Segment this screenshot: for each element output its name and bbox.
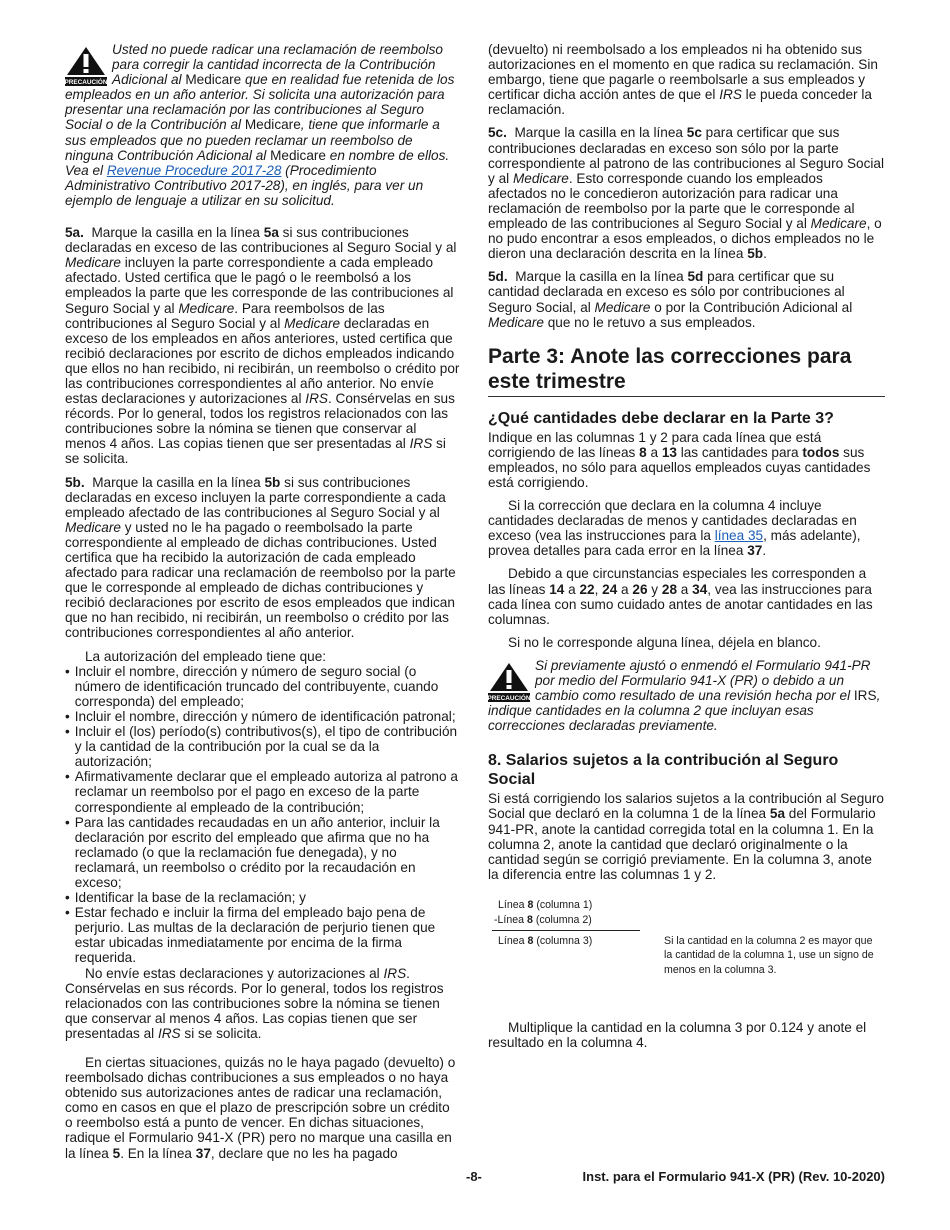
list-item: • Identificar la base de la reclamación; y (65, 890, 306, 906)
paragraph-debido: Debido a que circunstancias especiales les corresponden a las líneas 14 a 22, 24 a 26 y 28 a 34, vea las instrucciones para cada línea con sumo cuidado antes de anotar cantidades en las columnas. (488, 566, 873, 627)
part3-question-heading: ¿Qué cantidades debe declarar en la Parte 3? (488, 409, 834, 427)
paragraph-si-no: Si no le corresponde alguna línea, déjela en blanco. (508, 634, 821, 650)
caution-note-previous (488, 658, 885, 733)
footer-title: Inst. para el Formulario 941-X (PR) (Rev. 10-2020) (582, 1169, 885, 1184)
paragraph-ciertas-situaciones: En ciertas situaciones, quizás no le haya pagado (devuelto) o reembolsado dichas contribuciones a sus empleados o no haya obtenido sus autorizaciones antes de radicar una reclamación, como en casos en que el plazo de prescripción sobre un crédito o reembolso está a punto de vencer. En dichas situaciones, radique el Formulario 941-X (PR) pero no marque una casilla en la línea 5. En la línea 37, declare que no les ha pagado (65, 1055, 456, 1161)
list-item: • Para las cantidades recaudadas en un año anterior, incluir la declaración por escrito del empleado que afirma que no ha reclamado (o que la reclamación fue denegada), y no reclamará, un reembolso o crédito por la recaudación en exceso; (65, 814, 440, 890)
paragraph-5d: 5d. Marque la casilla en la línea 5d para certificar que su cantidad declarada en exceso es sólo por contribuciones al Seguro Social, al Medicare o por la Contribución Adicional al Medicare que no le retuvo a sus empleados. (488, 269, 853, 330)
list-item: • Afirmativamente declarar que el empleado autoriza al patrono a reclamar un reembolso por el pago en exceso de la parte correspondiente al empleado de la contribución; (65, 769, 458, 815)
right-column (488, 42, 885, 1058)
paragraph-si-correccion: Si la corrección que declara en la columna 4 incluye cantidades declaradas de menos y cantidades declaradas en exceso (vea las instrucciones para la línea 35, más adelante), provea detalles para cada error en la línea 37. (488, 498, 861, 559)
caution-icon-label: PRECAUCIÓN (488, 695, 530, 702)
caution-icon (488, 662, 530, 702)
paragraph-indique: Indique en las columnas 1 y 2 para cada línea que está corrigiendo de las líneas 8 a 13 las cantidades para todos sus empleados, no sólo para aquellos empleados cuyas cantidades está corrigiendo. (488, 429, 871, 490)
list-item: • Incluir el nombre, dirección y número de identificación patronal; (65, 708, 456, 724)
caution-icon-label: PRECAUCIÓN (65, 79, 107, 86)
paragraph-5b: 5b. Marque la casilla en la línea 5b si sus contribuciones declaradas en exceso incluyen la parte correspondiente a cada empleado afectado de las contribuciones al Seguro Social y al Medicare y usted no le ha pagado o reembolsado la parte correspondiente al empleado de dichas contribuciones. Usted certifica que ha recibido la autorización de cada empleado afectado para radicar una reclamación de reembolso por la parte que le corresponde al empleado de dichas contribuciones y recibió declaraciones por escrito de esos empleados que indican que no han recibido, ni recibirán, un reembolso o crédito por las contribuciones correspondientes al año anterior. (65, 474, 456, 641)
calc-divider (492, 930, 640, 931)
caution-text: Si previamente ajustó o enmendó el Formulario 941-PR por medio del Formulario 941-X (PR) o debido a un cambio como resultado de una revisión hecha por el IRS, indique cantidades en la columna 2 que incluyan esas correcciones declaradas previamente. (488, 657, 881, 734)
paragraph-section-8: Si está corrigiendo los salarios sujetos a la contribución al Seguro Social que declaró en la columna 1 de la línea 5a del Formulario 941-PR, anote la cantidad corregida total en la columna 1. En la columna 2, anote la cantidad que declaró originalmente o la cantidad según se corrigió previamente. En la columna 3, anote la diferencia entre las columnas 1 y 2. (488, 791, 884, 882)
authorization-list (65, 664, 460, 966)
paragraph-no-envie: No envíe estas declaraciones y autorizaciones al IRS. Consérvelas en sus récords. Por lo general, todos los registros relacionados con las contribuciones sobre la nómina se tienen que conservar al menos 4 años. Las copias tienen que ser presentadas al IRS si se solicita. (65, 965, 444, 1041)
authorization-intro: La autorización del empleado tiene que: (85, 648, 327, 664)
paragraph-multiplique: Multiplique la cantidad en la columna 3 por 0.124 y anote el resultado en la columna 4. (488, 1019, 867, 1051)
caution-icon (65, 46, 107, 86)
calc-row-column-1: Línea 8 (columna 1) (498, 898, 593, 911)
linea-35-link[interactable]: línea 35 (714, 528, 764, 544)
paragraph-5c: 5c. Marque la casilla en la línea 5c para certificar que sus contribuciones declaradas en exceso son sólo por la parte correspondiente al patrono de las contribuciones al Seguro Social y al Medicare. Esto corresponde cuando los empleados afectados no le concedieron autorización para radicar una reclamación de reembolso por la parte que le corresponde al empleado de las contribuciones al Seguro Social y al Medicare, o no pudo encontrar a esos empleados, o dichos empleados no le dieron una declaración descrita en la línea 5b. (488, 125, 884, 262)
calc-row-column-3: Línea 8 (columna 3) (498, 934, 593, 947)
calc-row-column-2: -Línea 8 (columna 2) (494, 913, 592, 926)
part3-heading: Parte 3: Anote las correcciones para este trimestre (488, 344, 885, 397)
left-column (65, 42, 460, 1169)
paragraph-5a: 5a. Marque la casilla en la línea 5a si sus contribuciones declaradas en exceso de las contribuciones al Seguro Social y al Medicare incluyen la parte correspondiente a cada empleado afectado. Usted certifica que le pagó o le reembolsó a los empleados la parte que les corresponde de las contribuciones al Seguro Social y al Medicare. Para reembolsos de las contribuciones al Seguro Social y al Medicare declaradas en exceso de los empleados en años anteriores, usted certifica que recibió declaraciones por escrito de dichos empleados indicando que ellos no han recibido, ni recibirán, un reembolso o crédito por las contribuciones correspondientes al año anterior. No envíe estas declaraciones y autorizaciones al IRS. Consérvelas en sus récords. Por lo general, todos los registros relacionados con las contribuciones sobre la nómina se tienen que conservar al menos 4 años. Las copias tienen que ser presentadas al IRS si se solicita. (65, 225, 460, 467)
section-8-heading: 8. Salarios sujetos a la contribución al Seguro Social (488, 752, 839, 789)
calc-note: Si la cantidad en la columna 2 es mayor que la cantidad de la columna 1, use un signo de menos en la columna 3. (664, 934, 874, 976)
revenue-procedure-link[interactable]: Revenue Procedure 2017-28 (106, 162, 282, 178)
page-number: -8- (466, 1169, 482, 1184)
page-footer (0, 1169, 950, 1189)
list-item: • Incluir el nombre, dirección y número de seguro social (o número de identificación truncado del contribuyente, cuando corresponda) del empleado; (65, 663, 439, 709)
caution-note-refund (65, 42, 460, 208)
list-item: • Incluir el (los) período(s) contributivos(s), el tipo de contribución y la cantidad de la contribución por la cual se da la autorización; (65, 724, 458, 770)
list-item: • Estar fechado e incluir la firma del empleado bajo pena de perjurio. Las multas de la declaración de perjurio tienen que estar ubicadas inmediatamente por encima de la firma requerida. (65, 905, 436, 966)
paragraph-continued: (devuelto) ni reembolsado a los empleados ni ha obtenido sus autorizaciones en el momento en que radica su reclamación. Sin embargo, tiene que pagarle o reembolsarle a sus empleados y certificar dicha acción antes de que el IRS le pueda conceder la reclamación. (488, 42, 878, 118)
caution-text: Usted no puede radicar una reclamación de reembolso para corregir la cantidad incorrecta de la Contribución Adicional al Medicare que en realidad fue retenida de los empleados en un año anterior. Si solicita una autorización para presentar una reclamación por las contribuciones al Seguro Social o de la Contribución al Medicare, tiene que informarle a sus empleados que no pueden reclamar un reembolso de ninguna Contribución Adicional al Medicare en nombre de ellos. Vea el Revenue Procedure 2017-28 (Procedimiento Administrativo Contributivo 2017-28), en inglés, para ver un ejemplo de lenguaje a utilizar en su solicitud. (65, 42, 455, 208)
line-8-calculation (488, 898, 885, 980)
